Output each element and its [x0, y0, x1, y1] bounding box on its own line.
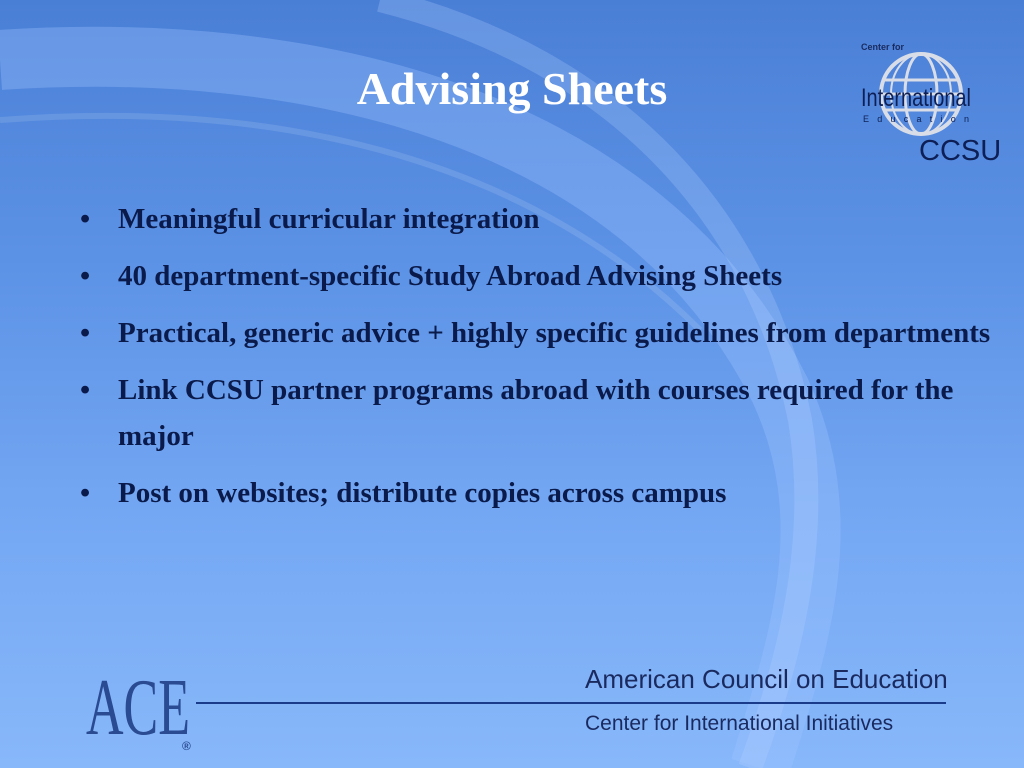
- bullet-dot-icon: •: [80, 317, 91, 349]
- bullet-item: [78, 310, 1008, 356]
- globe-icon: [855, 40, 1015, 168]
- bullet-text: Practical, generic advice + highly specific guidelines from departments: [118, 317, 991, 349]
- registered-mark: ®: [182, 739, 191, 753]
- bullet-text: Link CCSU partner programs abroad with courses required for the major: [118, 374, 954, 452]
- ace-logo-letters: ACE: [86, 664, 190, 752]
- ace-logo-icon: [86, 660, 206, 756]
- slide-title: Advising Sheets: [356, 63, 668, 114]
- bullet-dot-icon: •: [80, 203, 91, 235]
- ccsu-logo-line3: Education: [863, 114, 969, 124]
- bullet-text: 40 department-specific Study Abroad Advising Sheets: [118, 260, 783, 292]
- bullet-dot-icon: •: [80, 477, 91, 509]
- bullet-item: [78, 367, 1008, 459]
- ccsu-logo-line4: CCSU: [919, 135, 1002, 167]
- ace-logo: [86, 660, 206, 756]
- ccsu-logo-line2: International: [861, 84, 971, 112]
- bullet-item: [78, 196, 1008, 242]
- footer-organization: American Council on Education: [585, 664, 948, 694]
- bullet-dot-icon: •: [80, 260, 91, 292]
- bullet-item: [78, 253, 1008, 299]
- bullet-list: [78, 196, 1008, 527]
- ccsu-logo-line1: Center for: [861, 42, 905, 52]
- bullet-dot-icon: •: [80, 374, 91, 406]
- ccsu-logo: [855, 40, 1015, 168]
- footer-subtitle: Center for International Initiatives: [585, 712, 894, 735]
- bullet-item: [78, 470, 1008, 516]
- footer-divider: [196, 702, 946, 704]
- bullet-text: Meaningful curricular integration: [118, 203, 540, 235]
- bullet-text: Post on websites; distribute copies across campus: [118, 477, 727, 509]
